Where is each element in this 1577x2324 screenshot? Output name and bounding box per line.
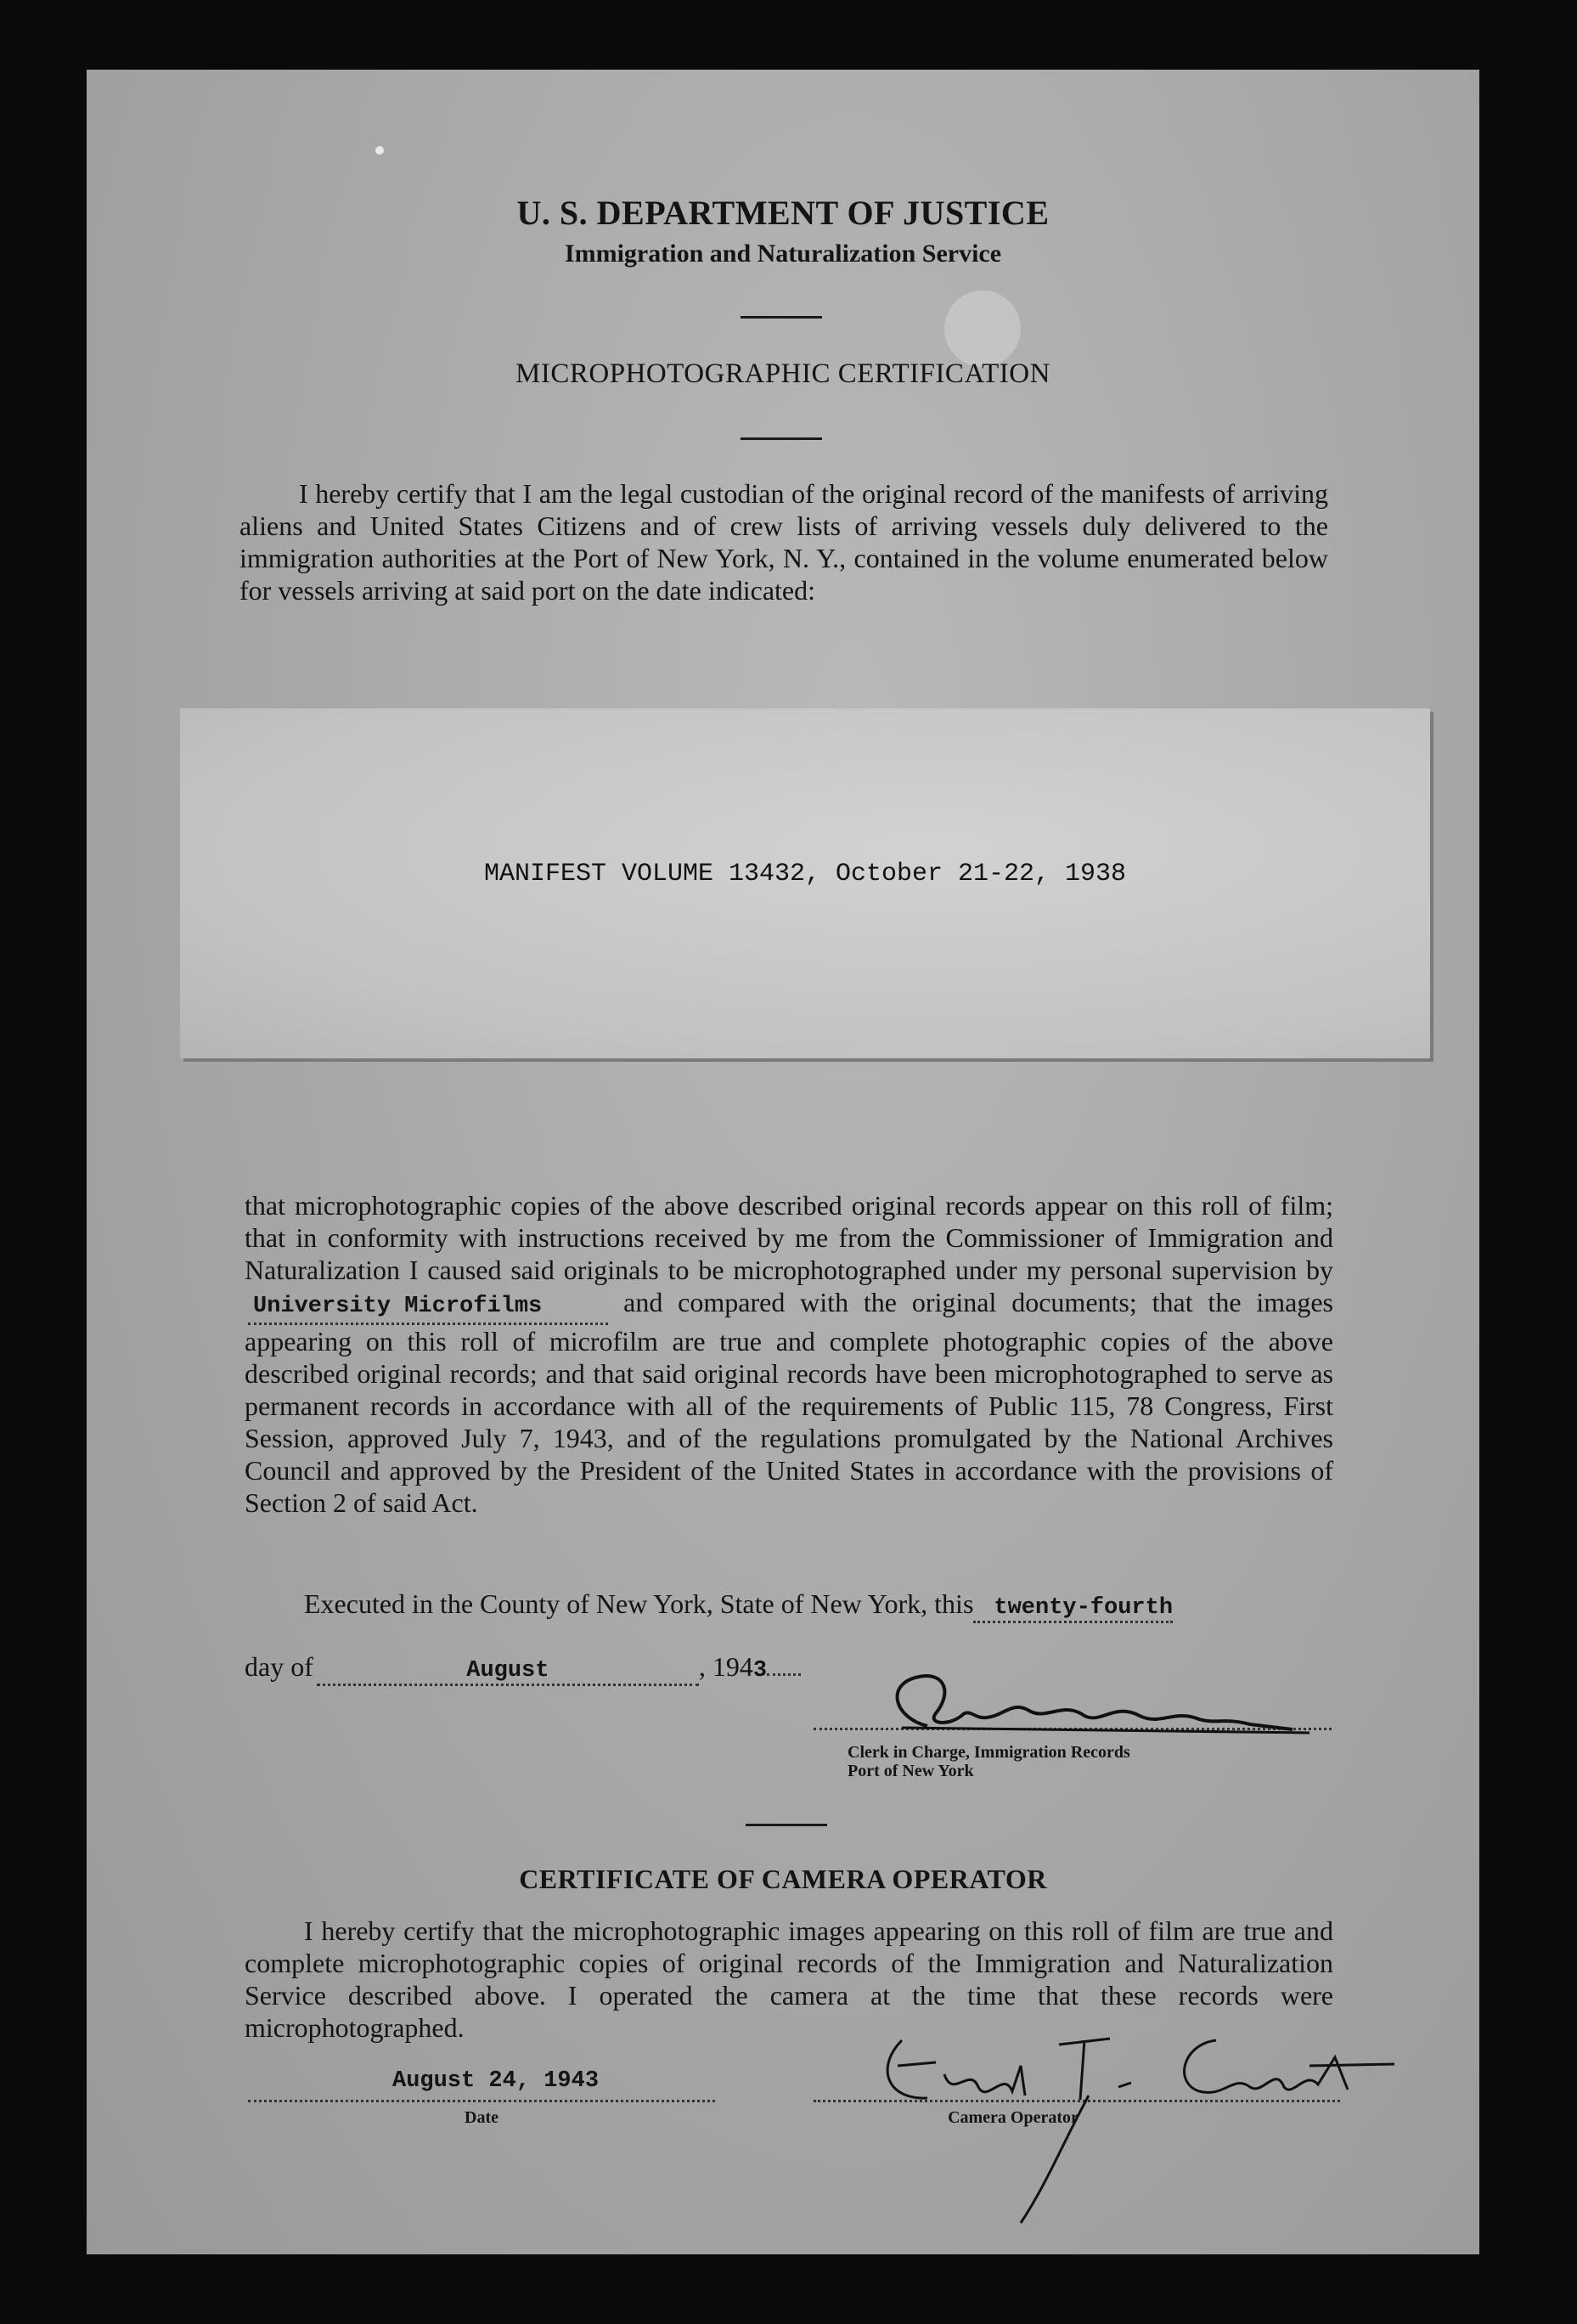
execution-day-value: twenty-fourth — [994, 1595, 1174, 1621]
month-field — [317, 1651, 699, 1686]
year-digit: 3 — [752, 1658, 768, 1684]
service-subheading: Immigration and Naturalization Service — [564, 240, 1002, 268]
clerk-title-line2: Port of New York — [848, 1762, 974, 1780]
year-prefix: , 194 — [698, 1651, 753, 1682]
day-of-label: day of — [245, 1651, 313, 1682]
divider — [746, 1824, 827, 1826]
certification-body — [245, 1189, 1333, 1519]
certificate-sheet — [87, 70, 1479, 2254]
film-speck — [375, 146, 384, 155]
department-heading: U. S. DEPARTMENT OF JUSTICE — [516, 194, 1050, 232]
body-text-part2: and compared with the original documents; that the images appearing on this roll of microfilm are true and complete photographic copies of the above described original records; and that said original records have been microphotographed to serve as permanent records in accordance with all of the requirements of Public 115, 78 Congress, First Session, approved July 7, 1943, and of the regulations promulgated by the National Archives Council and approved by the President of the United States in accordance with the provisions of Section 2 of said Act. — [245, 1287, 1334, 1518]
clerk-title — [848, 1743, 1130, 1780]
camera-operator-title: CERTIFICATE OF CAMERA OPERATOR — [519, 1864, 1047, 1894]
divider — [741, 437, 822, 440]
camera-date-value: August 24, 1943 — [392, 2068, 600, 2094]
microfilmer-field — [248, 1286, 608, 1325]
camera-operator-paragraph: I hereby certify that the microphotographic images appearing on this roll of film are true and complete microphotographic copies of original records of the Immigration and Naturalization Service described above. I operated the camera at the time that these records were microphotographed. — [245, 1915, 1333, 2043]
intro-paragraph: I hereby certify that I am the legal custodian of the original record of the manifests of arriving aliens and United States Citizens and of crew lists of arriving vessels duly delivered to the immigration authorities at the Port of New York, N. Y., contained in the volume enumerated below for vessels arriving at said port on the date indicated: — [239, 478, 1328, 606]
clerk-title-line1: Clerk in Charge, Immigration Records — [848, 1743, 1130, 1762]
execution-day-field — [973, 1588, 1173, 1623]
day-of-line — [245, 1651, 801, 1686]
certification-title: MICROPHOTOGRAPHIC CERTIFICATION — [515, 358, 1050, 389]
body-text-part1: that microphotographic copies of the above described original records appear on this roll of film; that in conformity with instructions received by me from the Commissioner of Immigration and Naturalization I caused said originals to be microphotographed under my personal supervision by — [245, 1190, 1333, 1285]
execution-prefix: Executed in the County of New York, State of New York, this — [304, 1588, 974, 1619]
microfilmer-value: University Microfilms — [253, 1294, 543, 1319]
divider — [741, 316, 822, 319]
film-glare — [944, 290, 1021, 367]
month-value: August — [466, 1658, 549, 1684]
date-line — [248, 2100, 715, 2102]
manifest-volume-text: MANIFEST VOLUME 13432, October 21-22, 1938 — [483, 860, 1127, 888]
date-label: Date — [465, 2108, 498, 2127]
clerk-signature — [868, 1667, 1343, 1751]
manifest-card — [180, 708, 1430, 1058]
operator-label: Camera Operator — [948, 2108, 1079, 2127]
execution-line — [304, 1588, 1408, 1623]
